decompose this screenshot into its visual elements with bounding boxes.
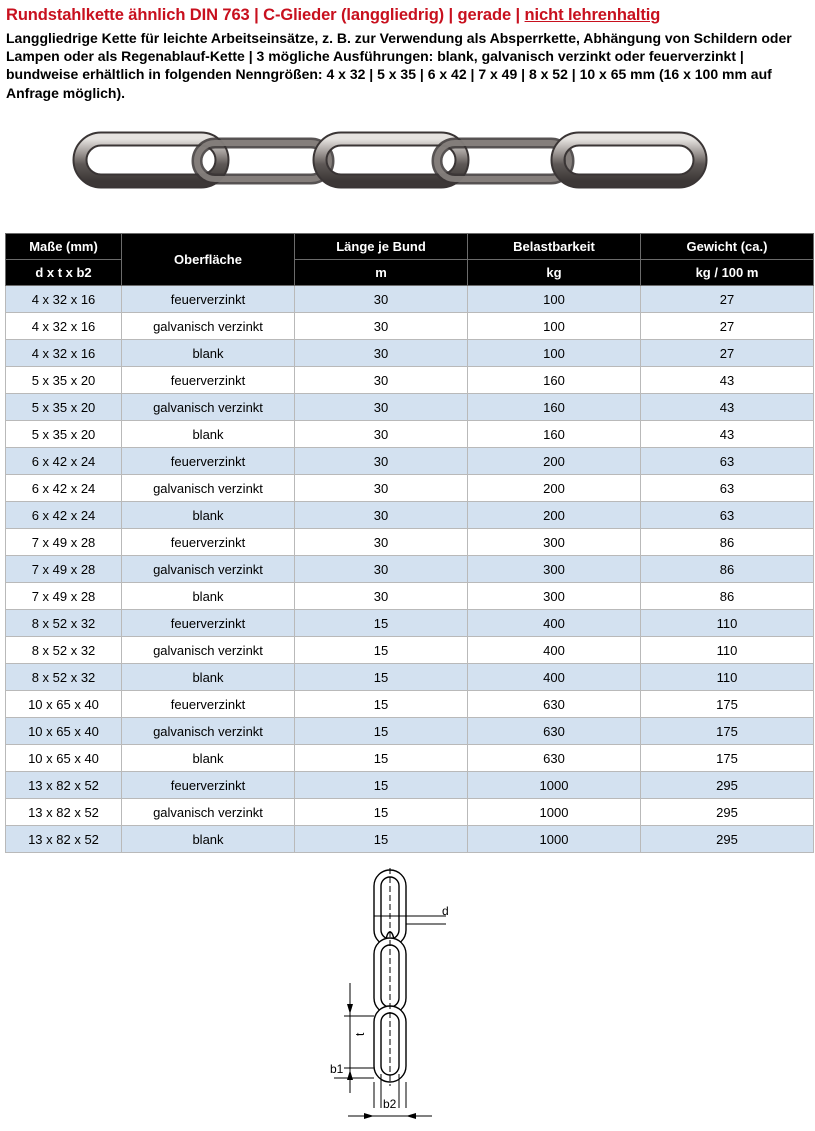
cell-length: 30 [295, 421, 468, 448]
cell-weight: 43 [641, 394, 814, 421]
diagram-label-d: d [442, 904, 449, 918]
cell-dims: 4 x 32 x 16 [6, 286, 122, 313]
cell-load: 160 [468, 394, 641, 421]
cell-dims: 6 x 42 x 24 [6, 502, 122, 529]
cell-dims: 4 x 32 x 16 [6, 313, 122, 340]
cell-surface: blank [122, 502, 295, 529]
cell-weight: 27 [641, 286, 814, 313]
cell-surface: feuerverzinkt [122, 286, 295, 313]
chain-dimension-diagram [320, 868, 460, 1123]
cell-weight: 43 [641, 421, 814, 448]
cell-dims: 10 x 65 x 40 [6, 745, 122, 772]
cell-weight: 110 [641, 664, 814, 691]
cell-weight: 175 [641, 718, 814, 745]
cell-surface: feuerverzinkt [122, 448, 295, 475]
cell-length: 30 [295, 340, 468, 367]
cell-surface: galvanisch verzinkt [122, 394, 295, 421]
cell-load: 630 [468, 691, 641, 718]
cell-surface: feuerverzinkt [122, 529, 295, 556]
diagram-label-t: t [353, 1032, 367, 1036]
cell-surface: blank [122, 745, 295, 772]
cell-dims: 13 x 82 x 52 [6, 799, 122, 826]
cell-weight: 43 [641, 367, 814, 394]
header-length-unit: m [295, 260, 468, 286]
cell-load: 200 [468, 502, 641, 529]
header-load: Belastbarkeit [468, 234, 641, 260]
cell-dims: 5 x 35 x 20 [6, 367, 122, 394]
cell-length: 15 [295, 610, 468, 637]
cell-surface: galvanisch verzinkt [122, 475, 295, 502]
cell-load: 160 [468, 367, 641, 394]
cell-surface: blank [122, 583, 295, 610]
cell-weight: 175 [641, 691, 814, 718]
cell-surface: feuerverzinkt [122, 691, 295, 718]
cell-load: 400 [468, 664, 641, 691]
cell-length: 15 [295, 826, 468, 853]
cell-weight: 295 [641, 826, 814, 853]
diagram-label-b2: b2 [383, 1097, 397, 1111]
cell-length: 15 [295, 691, 468, 718]
cell-surface: galvanisch verzinkt [122, 556, 295, 583]
page-title [6, 6, 660, 25]
cell-load: 400 [468, 610, 641, 637]
header-load-unit: kg [468, 260, 641, 286]
table-row [6, 448, 814, 475]
cell-load: 1000 [468, 772, 641, 799]
cell-load: 160 [468, 421, 641, 448]
cell-weight: 63 [641, 502, 814, 529]
cell-length: 30 [295, 529, 468, 556]
cell-length: 30 [295, 475, 468, 502]
table-row [6, 691, 814, 718]
cell-weight: 175 [641, 745, 814, 772]
cell-weight: 27 [641, 340, 814, 367]
cell-length: 15 [295, 718, 468, 745]
cell-surface: blank [122, 340, 295, 367]
cell-surface: feuerverzinkt [122, 772, 295, 799]
table-row [6, 826, 814, 853]
product-description: Langgliedrige Kette für leichte Arbeitseinsätze, z. B. zur Verwendung als Absperrkette, Abhängung von Schildern oder Lampen oder als Regenablauf-Kette | 3 mögliche Ausführungen: blank, galvanisch verzinkt oder feuerverzinkt | bundweise erhältlich in folgenden Nenngrößen: 4 x 32 | 5 x 35 | 6 x 42 | 7 x 49 | 8 x 52 | 10 x 65 mm (16 x 100 mm auf Anfrage möglich). [6, 30, 792, 101]
header-dims-sub: d x t x b2 [6, 260, 122, 286]
table-row [6, 637, 814, 664]
cell-dims: 10 x 65 x 40 [6, 691, 122, 718]
cell-length: 30 [295, 583, 468, 610]
header-weight-unit: kg / 100 m [641, 260, 814, 286]
cell-load: 200 [468, 448, 641, 475]
cell-load: 1000 [468, 799, 641, 826]
cell-weight: 86 [641, 529, 814, 556]
cell-length: 15 [295, 772, 468, 799]
cell-surface: galvanisch verzinkt [122, 718, 295, 745]
table-row [6, 475, 814, 502]
cell-weight: 86 [641, 583, 814, 610]
cell-load: 100 [468, 340, 641, 367]
cell-dims: 8 x 52 x 32 [6, 610, 122, 637]
cell-weight: 63 [641, 448, 814, 475]
cell-dims: 4 x 32 x 16 [6, 340, 122, 367]
cell-dims: 7 x 49 x 28 [6, 556, 122, 583]
table-row [6, 340, 814, 367]
cell-weight: 295 [641, 799, 814, 826]
cell-weight: 63 [641, 475, 814, 502]
cell-length: 15 [295, 637, 468, 664]
cell-surface: blank [122, 421, 295, 448]
diagram-label-b1: b1 [330, 1062, 344, 1076]
cell-load: 400 [468, 637, 641, 664]
cell-length: 30 [295, 313, 468, 340]
cell-load: 630 [468, 745, 641, 772]
table-row [6, 718, 814, 745]
cell-dims: 7 x 49 x 28 [6, 583, 122, 610]
table-row [6, 610, 814, 637]
cell-length: 30 [295, 556, 468, 583]
table-row [6, 367, 814, 394]
title-underlined: nicht lehrenhaltig [524, 6, 661, 24]
cell-dims: 5 x 35 x 20 [6, 421, 122, 448]
table-row [6, 772, 814, 799]
cell-load: 630 [468, 718, 641, 745]
cell-dims: 10 x 65 x 40 [6, 718, 122, 745]
cell-length: 15 [295, 799, 468, 826]
cell-length: 15 [295, 664, 468, 691]
cell-dims: 13 x 82 x 52 [6, 826, 122, 853]
cell-weight: 27 [641, 313, 814, 340]
header-surface: Oberfläche [122, 234, 295, 286]
cell-load: 1000 [468, 826, 641, 853]
table-row [6, 556, 814, 583]
cell-dims: 8 x 52 x 32 [6, 664, 122, 691]
table-row [6, 664, 814, 691]
table-row [6, 421, 814, 448]
cell-length: 30 [295, 448, 468, 475]
cell-length: 15 [295, 745, 468, 772]
table-row [6, 394, 814, 421]
chain-image [70, 128, 710, 194]
cell-dims: 6 x 42 x 24 [6, 448, 122, 475]
cell-surface: galvanisch verzinkt [122, 799, 295, 826]
cell-load: 300 [468, 583, 641, 610]
table-row [6, 583, 814, 610]
cell-dims: 8 x 52 x 32 [6, 637, 122, 664]
cell-length: 30 [295, 502, 468, 529]
table-row [6, 313, 814, 340]
header-weight: Gewicht (ca.) [641, 234, 814, 260]
cell-length: 30 [295, 367, 468, 394]
cell-load: 300 [468, 529, 641, 556]
cell-surface: blank [122, 826, 295, 853]
cell-dims: 5 x 35 x 20 [6, 394, 122, 421]
cell-load: 100 [468, 286, 641, 313]
cell-load: 200 [468, 475, 641, 502]
cell-weight: 295 [641, 772, 814, 799]
cell-surface: galvanisch verzinkt [122, 313, 295, 340]
cell-weight: 110 [641, 610, 814, 637]
cell-length: 30 [295, 394, 468, 421]
cell-surface: feuerverzinkt [122, 610, 295, 637]
specification-table [5, 233, 814, 853]
cell-weight: 86 [641, 556, 814, 583]
cell-surface: feuerverzinkt [122, 367, 295, 394]
title-main: Rundstahlkette ähnlich DIN 763 | C-Glieder (langgliedrig) | gerade | [6, 6, 525, 24]
table-body [6, 286, 814, 853]
table-row [6, 745, 814, 772]
header-length: Länge je Bund [295, 234, 468, 260]
cell-length: 30 [295, 286, 468, 313]
table-row [6, 529, 814, 556]
table-row [6, 286, 814, 313]
cell-dims: 6 x 42 x 24 [6, 475, 122, 502]
cell-weight: 110 [641, 637, 814, 664]
table-row [6, 799, 814, 826]
cell-surface: galvanisch verzinkt [122, 637, 295, 664]
cell-dims: 7 x 49 x 28 [6, 529, 122, 556]
cell-surface: blank [122, 664, 295, 691]
header-dims: Maße (mm) [6, 234, 122, 260]
cell-load: 100 [468, 313, 641, 340]
cell-dims: 13 x 82 x 52 [6, 772, 122, 799]
cell-load: 300 [468, 556, 641, 583]
table-row [6, 502, 814, 529]
